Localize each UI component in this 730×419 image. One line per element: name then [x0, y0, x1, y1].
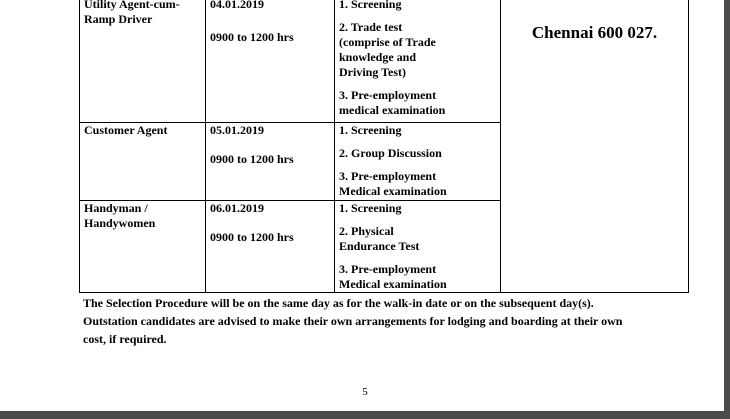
- position-cell: [80, 123, 206, 201]
- position-name: Customer Agent: [84, 123, 168, 137]
- procedure-step: 3. Pre-employment Medical examination: [339, 169, 447, 198]
- viewer-background-right: [724, 0, 730, 419]
- selection-schedule-table: [79, 0, 689, 293]
- procedure-cell: [335, 201, 501, 293]
- walk-in-time: 0900 to 1200 hrs: [210, 230, 294, 244]
- procedure-step: 1. Screening: [339, 0, 402, 11]
- position-cell: [80, 201, 206, 293]
- position-name: Handyman / Handywomen: [84, 201, 156, 230]
- venue-text: Chennai 600 027.: [531, 23, 658, 42]
- procedure-step: 2. Group Discussion: [339, 146, 442, 160]
- procedure-step: 2. Physical Endurance Test: [339, 224, 420, 253]
- procedure-step: 1. Screening: [339, 201, 402, 215]
- date-time-cell: [206, 201, 335, 293]
- page-number: 5: [362, 386, 368, 398]
- walk-in-date: 04.01.2019: [210, 0, 264, 11]
- viewer-background-bottom: [0, 411, 730, 419]
- selection-note: The Selection Procedure will be on the same day as for the walk-in date or on the subsequent day(s). Outstation candidates are advised to make their own arrangements for lodging and boarding at their own cost, if required.: [83, 296, 623, 346]
- date-time-cell: [206, 0, 335, 123]
- procedure-cell: [335, 0, 501, 123]
- procedure-step: 3. Pre-employment Medical examination: [339, 262, 447, 291]
- procedure-cell: [335, 123, 501, 201]
- procedure-step: 2. Trade test (comprise of Trade knowledge and Driving Test): [339, 20, 436, 79]
- table-row: [80, 0, 689, 123]
- walk-in-time: 0900 to 1200 hrs: [210, 30, 294, 44]
- venue-cell: [501, 0, 689, 293]
- walk-in-time: 0900 to 1200 hrs: [210, 152, 294, 166]
- position-cell: [80, 0, 206, 123]
- position-name: Utility Agent-cum-Ramp Driver: [84, 0, 180, 26]
- walk-in-date: 05.01.2019: [210, 123, 264, 137]
- procedure-step: 3. Pre-employment medical examination: [339, 88, 446, 117]
- walk-in-date: 06.01.2019: [210, 201, 264, 215]
- procedure-step: 1. Screening: [339, 123, 402, 137]
- date-time-cell: [206, 123, 335, 201]
